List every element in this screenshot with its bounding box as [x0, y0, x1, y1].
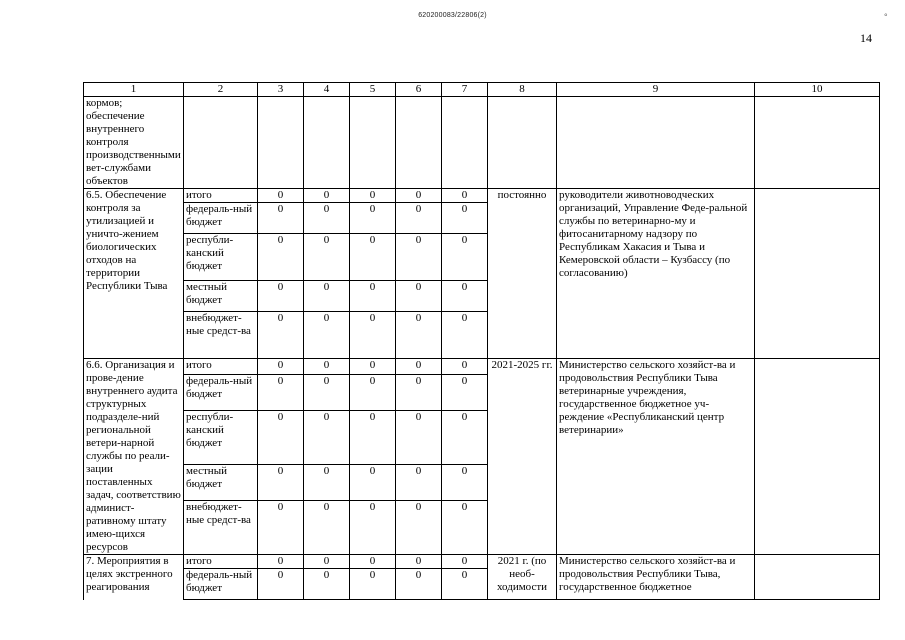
- funding-source: итого: [184, 189, 258, 203]
- amount-cell: 0: [350, 375, 396, 411]
- intro-row: [84, 97, 880, 189]
- amount-cell: 0: [304, 555, 350, 569]
- amount-cell: 0: [304, 375, 350, 411]
- amount-cell: 0: [442, 312, 488, 359]
- amount-cell: 0: [304, 189, 350, 203]
- table-row: [84, 359, 880, 375]
- amount-cell: 0: [304, 500, 350, 554]
- table-row: [84, 189, 880, 203]
- header-row: [84, 83, 880, 97]
- amount-cell: 0: [396, 234, 442, 281]
- amount-cell: 0: [350, 281, 396, 312]
- amount-cell: 0: [304, 465, 350, 501]
- funding-source: итого: [184, 359, 258, 375]
- amount-cell: 0: [304, 359, 350, 375]
- amount-cell: 0: [350, 312, 396, 359]
- amount-cell: 0: [396, 281, 442, 312]
- funding-source: федераль-ный бюджет: [184, 203, 258, 234]
- amount-cell: 0: [258, 500, 304, 554]
- amount-cell: 0: [396, 203, 442, 234]
- amount-cell: 0: [350, 569, 396, 600]
- col-header: 3: [258, 83, 304, 97]
- amount-cell: 0: [350, 203, 396, 234]
- activities-table: [83, 82, 880, 600]
- amount-cell: 0: [350, 500, 396, 554]
- amount-cell: 0: [258, 410, 304, 464]
- amount-cell: 0: [396, 500, 442, 554]
- col-header: 5: [350, 83, 396, 97]
- amount-cell: 0: [442, 500, 488, 554]
- amount-cell: 0: [350, 555, 396, 569]
- amount-cell: 0: [258, 312, 304, 359]
- col-header: 9: [557, 83, 755, 97]
- amount-cell: 0: [442, 410, 488, 464]
- period-cell: постоянно: [488, 189, 557, 359]
- funding-source: итого: [184, 555, 258, 569]
- amount-cell: 0: [304, 569, 350, 600]
- activity-name: 6.6. Организация и прове-дение внутреннего аудита структурных подразделе-ний региональной ветери-нарной службы по реали-зации поставленных задач, соответствию админист-ративному штату имею-щихся ресурсов: [84, 359, 184, 555]
- executor-cell: руководители животноводческих организаций, Управление Феде-ральной службы по ветеринарно-му и фитосанитарному надзору по Республикам Хакасия и Тыва и Кемеровской области – Кузбассу (по согласованию): [557, 189, 755, 359]
- result-cell: [755, 555, 880, 600]
- funding-source: федераль-ный бюджет: [184, 569, 258, 600]
- amount-cell: 0: [304, 312, 350, 359]
- amount-cell: 0: [442, 555, 488, 569]
- amount-cell: 0: [258, 465, 304, 501]
- amount-cell: 0: [396, 312, 442, 359]
- table-row: [84, 555, 880, 569]
- period-cell: 2021 г. (по необ-ходимости: [488, 555, 557, 600]
- amount-cell: 0: [396, 189, 442, 203]
- executor-cell: Министерство сельского хозяйст-ва и продовольствия Республики Тыва ветеринарные учреждения, государственное бюджетное уч-реждение «Республиканский центр ветеринарии»: [557, 359, 755, 555]
- col-header: 8: [488, 83, 557, 97]
- amount-cell: 0: [258, 569, 304, 600]
- amount-cell: 0: [396, 359, 442, 375]
- amount-cell: 0: [350, 465, 396, 501]
- col-header: 2: [184, 83, 258, 97]
- amount-cell: 0: [350, 189, 396, 203]
- funding-source: республи-канский бюджет: [184, 234, 258, 281]
- amount-cell: 0: [258, 375, 304, 411]
- amount-cell: 0: [258, 203, 304, 234]
- amount-cell: 0: [442, 375, 488, 411]
- funding-source: местный бюджет: [184, 465, 258, 501]
- amount-cell: 0: [442, 234, 488, 281]
- amount-cell: 0: [258, 234, 304, 281]
- amount-cell: 0: [258, 189, 304, 203]
- amount-cell: 0: [396, 555, 442, 569]
- activity-name: 6.5. Обеспечение контроля за утилизацией и уничто-жением биологических отходов на территории Республики Тыва: [84, 189, 184, 359]
- col-header: 6: [396, 83, 442, 97]
- amount-cell: 0: [304, 203, 350, 234]
- amount-cell: 0: [442, 281, 488, 312]
- amount-cell: 0: [442, 203, 488, 234]
- amount-cell: 0: [350, 410, 396, 464]
- amount-cell: 0: [442, 465, 488, 501]
- activity-name: 7. Мероприятия в целях экстренного реагирования: [84, 555, 184, 600]
- amount-cell: 0: [442, 569, 488, 600]
- amount-cell: 0: [304, 410, 350, 464]
- funding-source: республи-канский бюджет: [184, 410, 258, 464]
- result-cell: [755, 359, 880, 555]
- amount-cell: 0: [350, 234, 396, 281]
- funding-source: местный бюджет: [184, 281, 258, 312]
- amount-cell: 0: [396, 375, 442, 411]
- amount-cell: 0: [258, 359, 304, 375]
- amount-cell: 0: [442, 189, 488, 203]
- amount-cell: 0: [304, 281, 350, 312]
- corner-mark: °: [884, 12, 888, 22]
- amount-cell: 0: [396, 465, 442, 501]
- amount-cell: 0: [258, 555, 304, 569]
- period-cell: 2021-2025 гг.: [488, 359, 557, 555]
- amount-cell: 0: [442, 359, 488, 375]
- executor-cell: Министерство сельского хозяйст-ва и продовольствия Республики Тыва, государственное бюджетное: [557, 555, 755, 600]
- col-header: 4: [304, 83, 350, 97]
- intro-text: кормов; обеспечение внутреннего контроля производственными вет-службами объектов: [84, 97, 184, 189]
- col-header: 1: [84, 83, 184, 97]
- col-header: 10: [755, 83, 880, 97]
- amount-cell: 0: [396, 410, 442, 464]
- page-number: 14: [860, 31, 872, 45]
- document-id: 620200083/22806(2): [418, 12, 487, 19]
- amount-cell: 0: [396, 569, 442, 600]
- funding-source: федераль-ный бюджет: [184, 375, 258, 411]
- amount-cell: 0: [258, 281, 304, 312]
- amount-cell: 0: [304, 234, 350, 281]
- result-cell: [755, 189, 880, 359]
- funding-source: внебюджет-ные средст-ва: [184, 500, 258, 554]
- funding-source: внебюджет-ные средст-ва: [184, 312, 258, 359]
- col-header: 7: [442, 83, 488, 97]
- amount-cell: 0: [350, 359, 396, 375]
